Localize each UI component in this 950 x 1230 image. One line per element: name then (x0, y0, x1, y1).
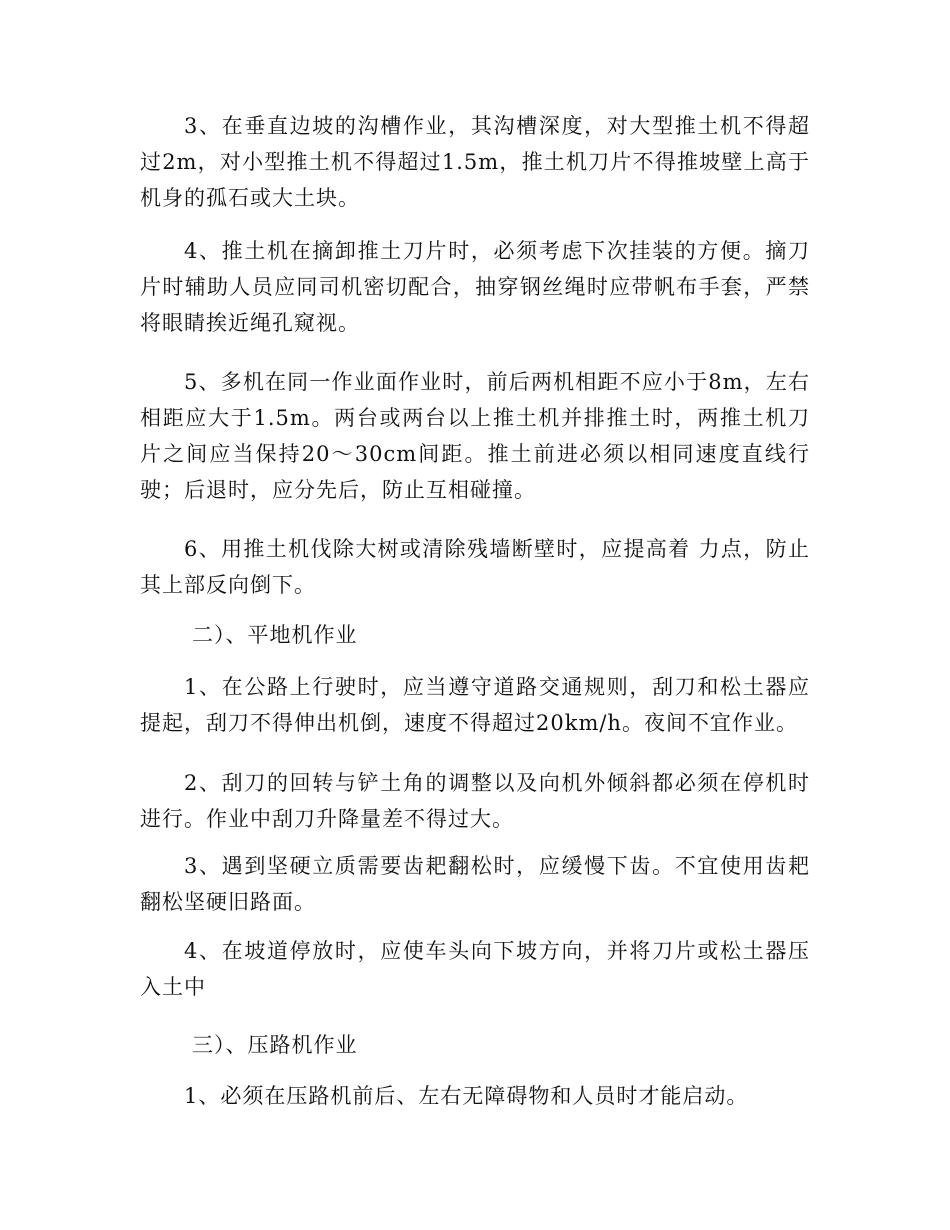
paragraph-grader-road: 1、在公路上行驶时，应当遵守道路交通规则，刮刀和松土器应提起，刮刀不得伸出机倒，速度不得超过20km/h。夜间不宜作业。 (140, 675, 810, 735)
paragraph-grader-parking: 4、在坡道停放时，应使车头向下坡方向，并将刀片或松土器压入土中 (140, 939, 810, 999)
paragraph-roller-start: 1、必须在压路机前后、左右无障碍物和人员时才能启动。 (184, 1084, 749, 1108)
paragraph-bulldozer-trench: 3、在垂直边坡的沟槽作业，其沟槽深度，对大型推土机不得超过2m，对小型推土机不得超过1.5m，推土机刀片不得推坡壁上高于机身的孤石或大土块。 (140, 114, 810, 210)
paragraph-tree-removal: 6、用推土机伐除大树或清除残墙断壁时，应提高着 力点，防止其上部反向倒下。 (140, 537, 810, 597)
paragraph-multi-machine: 5、多机在同一作业面作业时，前后两机相距不应小于8m，左右相距应大于1.5m。两台或两台以上推土机并排推土时，两推土机刀片之间应当保持20～30cm间距。推土前进必须以相同速度直线行驶；后退时，应分先后，防止互相碰撞。 (140, 370, 810, 502)
section-heading-grader: 二）、平地机作业 (192, 623, 358, 647)
paragraph-bulldozer-blade-removal: 4、推土机在摘卸推土刀片时，必须考虑下次挂装的方便。摘刀片时辅助人员应同司机密切配合，抽穿钢丝绳时应带帆布手套，严禁将眼睛挨近绳孔窥视。 (140, 239, 810, 335)
paragraph-grader-harrow: 3、遇到坚硬立质需要齿耙翻松时，应缓慢下齿。不宜使用齿耙翻松坚硬旧路面。 (140, 854, 810, 914)
paragraph-grader-adjust: 2、刮刀的回转与铲土角的调整以及向机外倾斜都必须在停机时进行。作业中刮刀升降量差不得过大。 (140, 771, 810, 831)
section-heading-roller: 三）、压路机作业 (192, 1033, 358, 1057)
